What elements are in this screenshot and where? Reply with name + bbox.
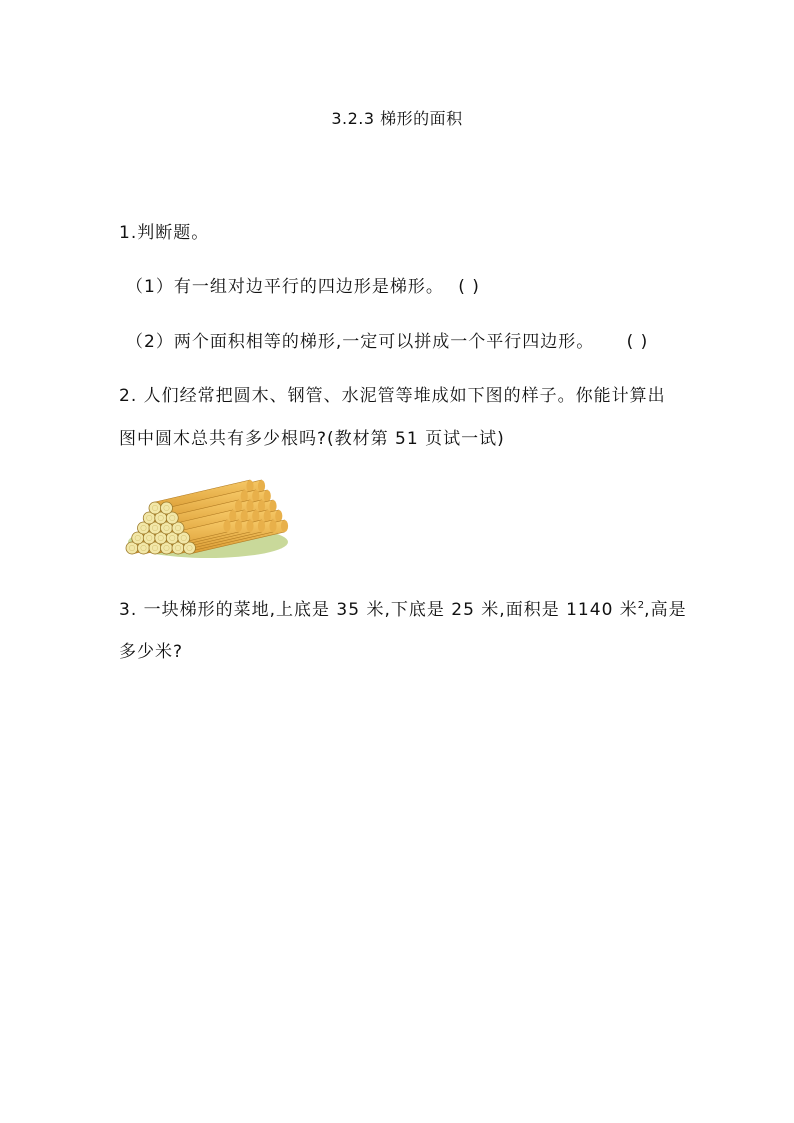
log-far-end bbox=[258, 500, 265, 512]
question-2-line-2: 图中圆木总共有多少根吗?(教材第 51 页试一试) bbox=[119, 429, 505, 449]
question-3-line-1 bbox=[119, 595, 687, 620]
log-far-end bbox=[269, 500, 276, 512]
log-far-end bbox=[241, 490, 248, 502]
log-far-end bbox=[223, 520, 230, 532]
question-2-line-1: 2. 人们经常把圆木、钢管、水泥管等堆成如下图的样子。你能计算出 bbox=[119, 386, 666, 406]
question-1-heading: 1.判断题。 bbox=[119, 223, 210, 243]
item-2-answer-bracket: ( ) bbox=[626, 332, 649, 352]
item-1-answer-bracket: ( ) bbox=[458, 277, 480, 297]
log-far-end bbox=[252, 490, 259, 502]
log-far-end bbox=[241, 510, 248, 522]
log-far-end bbox=[246, 480, 253, 492]
item-2-text: （2）两个面积相等的梯形,一定可以拼成一个平行四边形。 bbox=[126, 332, 595, 352]
log-far-end bbox=[264, 490, 271, 502]
log-end-face bbox=[149, 502, 161, 514]
q3-text-end: ,高是 bbox=[644, 600, 687, 620]
log-far-end bbox=[275, 510, 282, 522]
question-1-item-2 bbox=[126, 327, 648, 352]
log-far-end bbox=[264, 510, 271, 522]
log-far-end bbox=[258, 480, 265, 492]
log-end-face bbox=[161, 502, 173, 514]
question-1-item-1 bbox=[126, 272, 480, 297]
log-far-end bbox=[281, 520, 288, 532]
log-far-end bbox=[269, 520, 276, 532]
question-3-line-2: 多少米? bbox=[119, 642, 184, 662]
q3-text-start: 3. 一块梯形的菜地,上底是 35 米,下底是 25 米,面积是 1140 米 bbox=[119, 600, 638, 620]
log-far-end bbox=[235, 520, 242, 532]
log-far-end bbox=[246, 500, 253, 512]
square-superscript: 2 bbox=[637, 600, 645, 611]
page-title: 3.2.3 梯形的面积 bbox=[331, 109, 463, 128]
item-1-text: （1）有一组对边平行的四边形是梯形。 bbox=[126, 277, 444, 297]
log-far-end bbox=[252, 510, 259, 522]
log-pile-illustration bbox=[120, 470, 290, 562]
log-far-end bbox=[246, 520, 253, 532]
log-far-end bbox=[235, 500, 242, 512]
log-far-end bbox=[229, 510, 236, 522]
log-far-end bbox=[258, 520, 265, 532]
